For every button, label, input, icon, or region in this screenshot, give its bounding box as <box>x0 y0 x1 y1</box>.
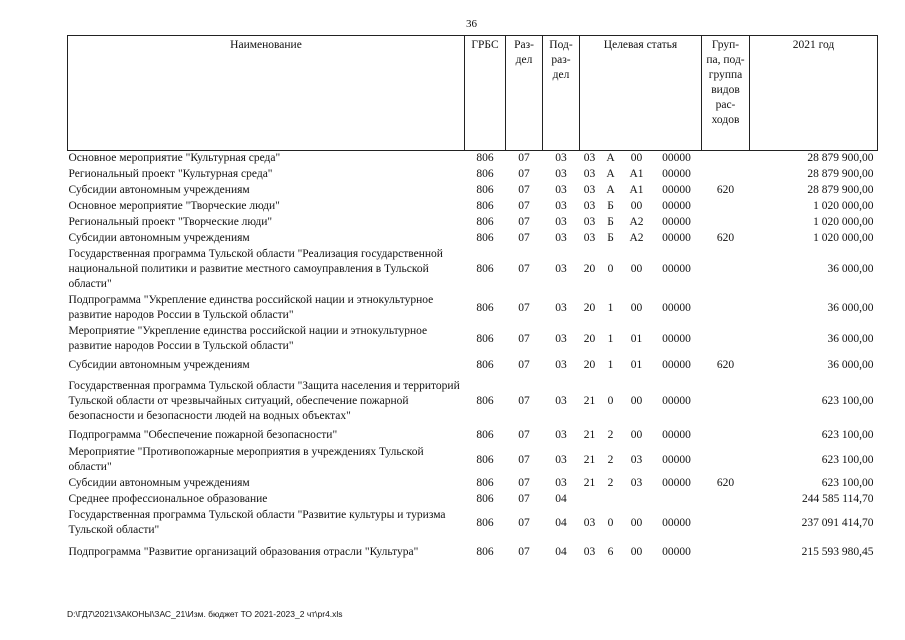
row-grbs: 806 <box>476 546 494 558</box>
row-target-subprogram: 2 <box>607 429 614 441</box>
row-target-direction: 00000 <box>662 152 691 165</box>
row-podrazdel: 04 <box>555 516 567 529</box>
row-target-direction: 00000 <box>662 395 691 407</box>
row-amount: 36 000,00 <box>827 332 874 345</box>
row-target-subprogram: А <box>606 184 615 196</box>
row-target-subprogram: 1 <box>607 301 614 314</box>
table-row <box>68 427 878 445</box>
row-target-event: А1 <box>629 168 644 180</box>
row-grbs: 806 <box>476 516 494 529</box>
file-path-footer: D:\ГД7\2021\ЗАКОНЫ\ЗАС_21\Изм. бюджет ТО 2021-2023_2 чт\pr4.xls <box>67 609 343 619</box>
row-expense-group <box>702 151 750 167</box>
row-target-direction: 00000 <box>662 546 691 558</box>
row-amount: 244 585 114,70 <box>802 493 874 505</box>
row-target-subprogram: 1 <box>607 359 614 371</box>
row-expense-group <box>702 293 750 324</box>
row-amount: 36 000,00 <box>827 263 874 275</box>
row-target-event: 00 <box>630 301 643 314</box>
table-row <box>68 231 878 247</box>
row-podrazdel: 03 <box>555 152 567 165</box>
row-razdel: 07 <box>518 152 530 165</box>
row-target-program: 03 <box>583 168 596 180</box>
row-podrazdel: 03 <box>555 263 567 275</box>
row-name: Подпрограмма "Обеспечение пожарной безопасности" <box>68 429 338 441</box>
row-expense-group: 620 <box>716 184 735 196</box>
row-grbs: 806 <box>476 429 494 441</box>
row-amount: 623 100,00 <box>821 395 874 407</box>
row-target-program: 03 <box>583 152 596 165</box>
row-razdel: 07 <box>518 477 530 489</box>
row-grbs: 806 <box>476 477 494 489</box>
row-amount: 237 091 414,70 <box>801 516 874 529</box>
header-podrazdel: Под- раз- дел <box>543 36 580 151</box>
row-amount: 1 020 000,00 <box>813 232 874 244</box>
row-grbs: 806 <box>476 152 494 165</box>
row-grbs: 806 <box>476 184 494 196</box>
row-podrazdel: 03 <box>555 216 567 228</box>
row-razdel: 07 <box>518 546 530 558</box>
row-target-event <box>622 492 652 508</box>
row-target-subprogram: 0 <box>607 263 614 275</box>
row-expense-group <box>702 492 750 508</box>
table-row <box>68 355 878 377</box>
table-row <box>68 476 878 492</box>
table-row <box>68 293 878 324</box>
table-row <box>68 539 878 567</box>
row-amount: 28 879 900,00 <box>807 168 874 180</box>
row-amount: 36 000,00 <box>827 359 874 371</box>
row-target-program: 03 <box>583 546 596 558</box>
row-target-event: А2 <box>629 232 644 244</box>
row-target-direction: 00000 <box>662 477 691 489</box>
row-amount: 215 593 980,45 <box>801 546 874 558</box>
row-podrazdel: 03 <box>555 429 567 441</box>
row-target-direction: 00000 <box>662 359 691 371</box>
row-razdel: 07 <box>518 395 530 407</box>
row-target-event: А2 <box>629 216 644 228</box>
row-target-event: 00 <box>630 429 643 441</box>
row-grbs: 806 <box>476 168 494 180</box>
row-grbs: 806 <box>476 263 494 275</box>
row-razdel: 07 <box>518 453 530 466</box>
row-expense-group <box>702 427 750 445</box>
row-grbs: 806 <box>476 359 494 371</box>
page-number: 36 <box>466 18 477 30</box>
row-target-direction: 00000 <box>662 453 691 466</box>
row-expense-group: 620 <box>716 232 735 244</box>
row-podrazdel: 03 <box>555 200 567 212</box>
row-name: Подпрограмма "Развитие организаций образования отрасли "Культура" <box>68 546 419 558</box>
row-podrazdel: 04 <box>555 546 567 558</box>
table-row <box>68 377 878 427</box>
table-row <box>68 151 878 167</box>
row-target-event: 03 <box>630 477 643 489</box>
row-target-program <box>580 492 600 508</box>
row-amount: 28 879 900,00 <box>807 184 874 196</box>
row-name: Мероприятие "Противопожарные мероприятия в учреждениях Тульской области" <box>68 446 424 473</box>
row-expense-group <box>702 377 750 427</box>
row-target-program: 03 <box>583 184 596 196</box>
row-target-program: 03 <box>583 200 596 212</box>
row-target-subprogram: 6 <box>607 546 614 558</box>
row-name: Субсидии автономным учреждениям <box>68 232 250 244</box>
row-target-program: 03 <box>583 516 596 529</box>
header-target: Целевая статья <box>580 36 702 151</box>
row-grbs: 806 <box>476 332 494 345</box>
row-razdel: 07 <box>518 232 530 244</box>
row-expense-group <box>702 324 750 355</box>
row-target-direction: 00000 <box>662 301 691 314</box>
row-target-subprogram: 2 <box>607 453 614 466</box>
row-grbs: 806 <box>476 232 494 244</box>
row-target-event: А1 <box>629 184 644 196</box>
row-expense-group: 620 <box>716 477 735 489</box>
row-expense-group <box>702 199 750 215</box>
row-grbs: 806 <box>476 301 494 314</box>
row-name: Среднее профессиональное образование <box>68 493 268 505</box>
row-target-subprogram: А <box>606 168 615 180</box>
row-target-direction: 00000 <box>662 516 691 529</box>
row-expense-group <box>702 508 750 539</box>
row-podrazdel: 03 <box>555 477 567 489</box>
row-target-subprogram: А <box>606 152 615 165</box>
row-target-subprogram: 1 <box>607 332 614 345</box>
row-razdel: 07 <box>518 301 530 314</box>
row-target-program: 20 <box>583 301 596 314</box>
row-name: Государственная программа Тульской области "Реализация государственной национальной политики и развитие местного самоуправления в Тульской области" <box>68 248 443 290</box>
row-target-event: 00 <box>630 395 643 407</box>
row-razdel: 07 <box>518 359 530 371</box>
row-name: Региональный проект "Творческие люди" <box>68 216 273 228</box>
row-podrazdel: 03 <box>555 359 567 371</box>
row-name: Основное мероприятие "Культурная среда" <box>68 152 281 165</box>
row-podrazdel: 03 <box>555 301 567 314</box>
row-target-subprogram <box>600 492 622 508</box>
row-target-program: 20 <box>583 359 596 371</box>
header-name: Наименование <box>68 36 465 151</box>
row-name: Субсидии автономным учреждениям <box>68 477 250 489</box>
row-target-subprogram: 0 <box>607 395 614 407</box>
row-name: Государственная программа Тульской области "Развитие культуры и туризма Тульской области" <box>68 509 446 536</box>
row-razdel: 07 <box>518 184 530 196</box>
table-row <box>68 247 878 293</box>
row-target-subprogram: Б <box>607 216 614 228</box>
row-target-event: 00 <box>630 546 643 558</box>
table-row <box>68 199 878 215</box>
row-name: Мероприятие "Укрепление единства российской нации и этнокультурное развитие народов России в Тульской области" <box>68 325 428 352</box>
row-target-event: 00 <box>630 152 643 165</box>
budget-table <box>67 35 878 567</box>
header-razdel: Раз- дел <box>506 36 543 151</box>
row-expense-group <box>702 445 750 476</box>
row-target-program: 20 <box>583 263 596 275</box>
row-target-subprogram: 2 <box>607 477 614 489</box>
row-name: Основное мероприятие "Творческие люди" <box>68 200 280 212</box>
row-target-direction: 00000 <box>662 263 691 275</box>
row-target-event: 01 <box>630 359 643 371</box>
row-amount: 28 879 900,00 <box>807 152 874 165</box>
row-target-event: 00 <box>630 263 643 275</box>
row-name: Субсидии автономным учреждениям <box>68 359 250 371</box>
table-row <box>68 215 878 231</box>
row-razdel: 07 <box>518 516 530 529</box>
row-grbs: 806 <box>476 453 494 466</box>
row-podrazdel: 03 <box>555 184 567 196</box>
row-grbs: 806 <box>476 493 494 505</box>
row-expense-group <box>702 167 750 183</box>
row-target-subprogram: Б <box>607 200 614 212</box>
row-expense-group: 620 <box>716 359 735 371</box>
row-grbs: 806 <box>476 200 494 212</box>
table-row <box>68 183 878 199</box>
row-amount: 1 020 000,00 <box>813 200 874 212</box>
row-name: Региональный проект "Культурная среда" <box>68 168 273 180</box>
row-podrazdel: 03 <box>555 332 567 345</box>
table-row <box>68 324 878 355</box>
row-amount: 623 100,00 <box>821 477 874 489</box>
row-target-program: 20 <box>583 332 596 345</box>
row-razdel: 07 <box>518 200 530 212</box>
row-target-event: 00 <box>630 200 643 212</box>
table-row <box>68 445 878 476</box>
row-razdel: 07 <box>518 168 530 180</box>
row-grbs: 806 <box>476 216 494 228</box>
row-target-direction: 00000 <box>662 332 691 345</box>
table-row <box>68 167 878 183</box>
row-target-direction: 00000 <box>662 200 691 212</box>
table-header-row <box>68 36 878 151</box>
row-expense-group <box>702 215 750 231</box>
row-target-event: 00 <box>630 516 643 529</box>
row-amount: 1 020 000,00 <box>813 216 874 228</box>
row-target-direction <box>652 492 702 508</box>
row-target-program: 21 <box>583 453 596 466</box>
row-razdel: 07 <box>518 216 530 228</box>
header-year: 2021 год <box>750 36 878 151</box>
row-target-subprogram: Б <box>607 232 614 244</box>
row-target-direction: 00000 <box>662 216 691 228</box>
row-name: Подпрограмма "Укрепление единства российской нации и этнокультурное развитие народов России в Тульской области" <box>68 294 434 321</box>
row-target-program: 21 <box>583 477 596 489</box>
row-target-event: 01 <box>630 332 643 345</box>
table-body <box>68 151 878 567</box>
row-amount: 36 000,00 <box>827 301 874 314</box>
row-name: Государственная программа Тульской области "Защита населения и территорий Тульской области от чрезвычайных ситуаций, обеспечение пожарной безопасности и безопасности людей на водных объектах" <box>68 380 460 422</box>
row-expense-group <box>702 539 750 567</box>
table-row <box>68 492 878 508</box>
row-amount: 623 100,00 <box>821 453 874 466</box>
row-razdel: 07 <box>518 493 530 505</box>
table-row <box>68 508 878 539</box>
row-podrazdel: 03 <box>555 168 567 180</box>
row-target-direction: 00000 <box>662 168 691 180</box>
row-target-direction: 00000 <box>662 429 691 441</box>
row-target-program: 21 <box>583 429 596 441</box>
row-grbs: 806 <box>476 395 494 407</box>
row-razdel: 07 <box>518 429 530 441</box>
row-podrazdel: 03 <box>555 395 567 407</box>
row-podrazdel: 03 <box>555 453 567 466</box>
row-razdel: 07 <box>518 263 530 275</box>
row-target-subprogram: 0 <box>607 516 614 529</box>
row-podrazdel: 04 <box>555 493 567 505</box>
row-name: Субсидии автономным учреждениям <box>68 184 250 196</box>
row-razdel: 07 <box>518 332 530 345</box>
row-target-direction: 00000 <box>662 184 691 196</box>
header-group: Груп- па, под- группа видов рас- ходов <box>702 36 750 151</box>
row-target-program: 21 <box>583 395 596 407</box>
row-podrazdel: 03 <box>555 232 567 244</box>
row-target-direction: 00000 <box>662 232 691 244</box>
row-target-event: 03 <box>630 453 643 466</box>
row-amount: 623 100,00 <box>821 429 874 441</box>
row-target-program: 03 <box>583 232 596 244</box>
row-expense-group <box>702 247 750 293</box>
row-target-program: 03 <box>583 216 596 228</box>
header-grbs: ГРБС <box>465 36 506 151</box>
